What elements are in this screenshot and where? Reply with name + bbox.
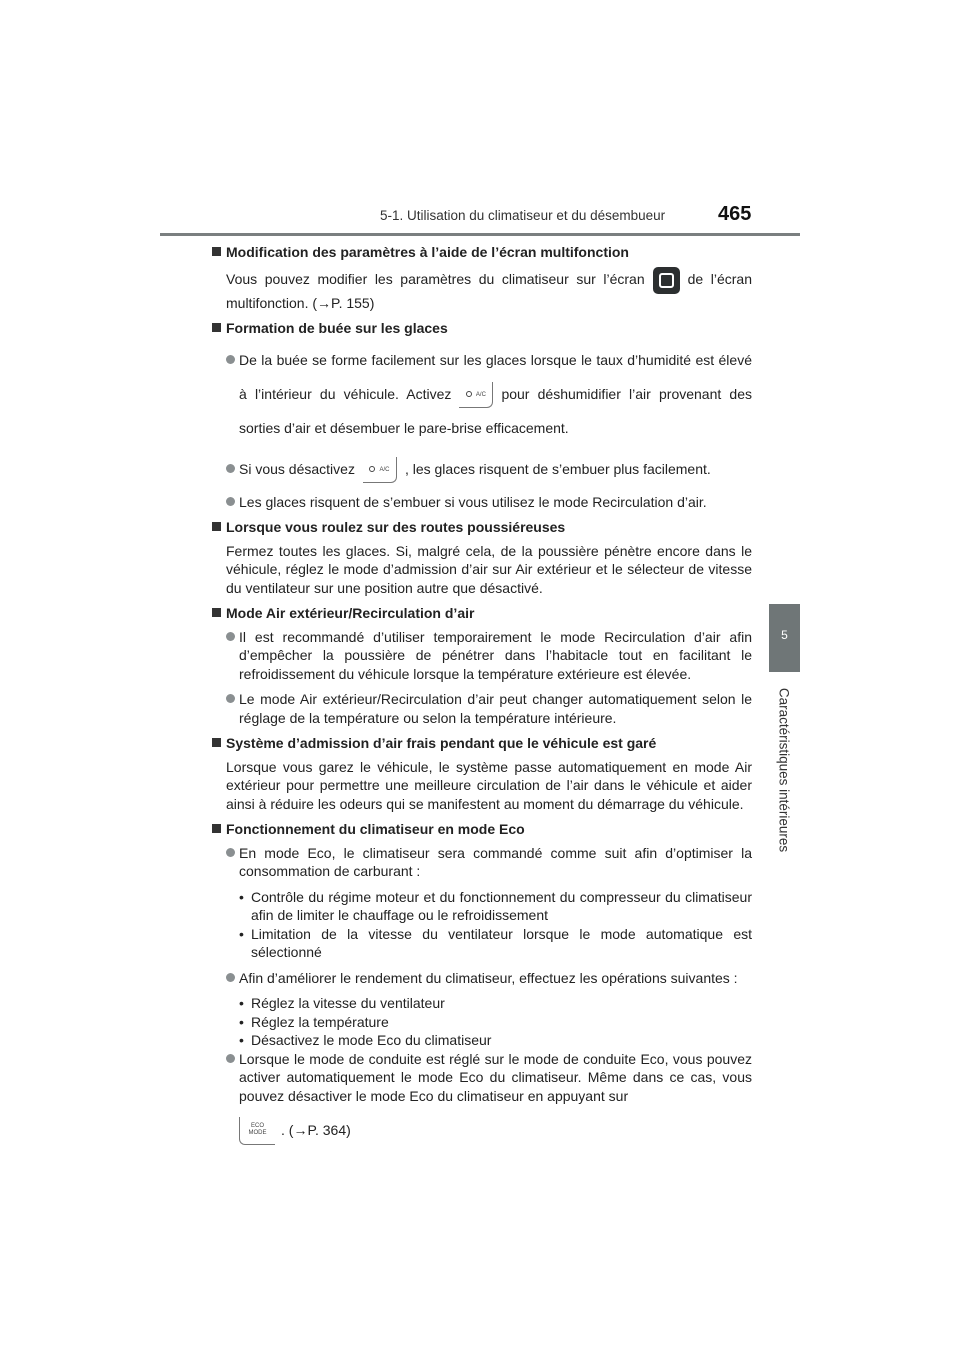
list-item: Si vous désactivez A/C , les glaces risquent de s’embuer plus facilement. bbox=[226, 452, 752, 486]
ac-button-icon: A/C bbox=[363, 457, 397, 483]
eco-button-line: ECO MODE . (→P. 364) bbox=[239, 1113, 752, 1147]
sub-list-item: • Réglez la température bbox=[239, 1013, 389, 1030]
ac-button-icon: A/C bbox=[459, 382, 493, 408]
square-bullet-icon bbox=[212, 323, 221, 332]
square-bullet-icon bbox=[212, 247, 221, 256]
section-heading: Lorsque vous roulez sur des routes poussiéreuses bbox=[212, 518, 752, 537]
paragraph: Lorsque vous garez le véhicule, le système passe automatiquement en mode Air extérieur pour permettre une meilleure circulation de l’air dans le véhicule et aider ainsi à réduire les odeurs qui se manifestent au moment du démarrage du véhicule. bbox=[226, 758, 752, 812]
sub-list-item: • Désactivez le mode Eco du climatiseur bbox=[239, 1032, 492, 1048]
list-item: Afin d’améliorer le rendement du climatiseur, effectuez les opérations suivantes : bbox=[226, 969, 752, 988]
round-bullet-icon bbox=[226, 1054, 235, 1063]
page-number: 465 bbox=[718, 203, 752, 225]
round-bullet-icon bbox=[226, 632, 235, 641]
round-bullet-icon bbox=[226, 355, 235, 364]
climate-screen-icon bbox=[653, 267, 680, 294]
list-item: Le mode Air extérieur/Recirculation d’air peut changer automatiquement selon le réglage de la température ou selon la température intérieure. bbox=[226, 690, 752, 727]
sub-list-item: • Contrôle du régime moteur et du fonctionnement du compresseur du climatiseur afin de limiter le chauffage ou le refroidissement bbox=[239, 888, 752, 923]
round-bullet-icon bbox=[226, 694, 235, 703]
round-bullet-icon bbox=[226, 497, 235, 506]
section-heading: Fonctionnement du climatiseur en mode Eco bbox=[212, 820, 752, 839]
sub-list-item: • Limitation de la vitesse du ventilateur lorsque le mode automatique est sélectionné bbox=[239, 925, 752, 960]
list-item: Lorsque le mode de conduite est réglé sur le mode de conduite Eco, vous pouvez activer automatiquement le mode Eco du climatiseur. Même dans ce cas, vous pouvez désactiver le mode Eco du climatiseur en appuyant sur bbox=[226, 1050, 752, 1106]
round-bullet-icon bbox=[226, 464, 235, 473]
square-bullet-icon bbox=[212, 522, 221, 531]
sub-list-item: • Réglez la vitesse du ventilateur bbox=[239, 995, 445, 1011]
list-item: De la buée se forme facilement sur les glaces lorsque le taux d’humidité est élevé à l’intérieur du véhicule. Activez A/C pour déshumidifier l’air provenant des sorties d’air et désembuer le pare-brise efficacement. bbox=[226, 343, 752, 445]
eco-button-icon: ECO MODE bbox=[239, 1117, 275, 1145]
chapter-label: Caractéristiques intérieures bbox=[776, 687, 792, 853]
section-heading: Formation de buée sur les glaces bbox=[212, 319, 752, 338]
list-item: Il est recommandé d’utiliser temporairement le mode Recirculation d’air afin d’empêcher la poussière de pénétrer dans l’habitacle tout en facilitant le refroidissement du véhicule lorsque la température extérieure est élevée. bbox=[226, 628, 752, 684]
chapter-number: 5 bbox=[781, 628, 788, 642]
paragraph: Vous pouvez modifier les paramètres du climatiseur sur l’écran de l’écran multifonction. (→P. 155) bbox=[226, 267, 752, 313]
page-content bbox=[212, 243, 752, 1147]
square-bullet-icon bbox=[212, 738, 221, 747]
square-bullet-icon bbox=[212, 824, 221, 833]
round-bullet-icon bbox=[226, 848, 235, 857]
square-bullet-icon bbox=[212, 608, 221, 617]
list-item: Les glaces risquent de s’embuer si vous utilisez le mode Recirculation d’air. bbox=[226, 493, 752, 512]
list-item: En mode Eco, le climatiseur sera commandé comme suit afin d’optimiser la consommation de carburant : bbox=[226, 844, 752, 881]
section-heading: Système d’admission d’air frais pendant que le véhicule est garé bbox=[212, 734, 752, 753]
paragraph: Fermez toutes les glaces. Si, malgré cela, de la poussière pénètre encore dans le véhicule, réglez le mode d’admission d’air sur Air extérieur et le sélecteur de vitesse du ventilateur sur une position autre que désactivé. bbox=[226, 542, 752, 596]
round-bullet-icon bbox=[226, 973, 235, 982]
header-rule bbox=[160, 233, 800, 236]
section-heading: Modification des paramètres à l’aide de l’écran multifonction bbox=[212, 243, 752, 262]
section-title: 5-1. Utilisation du climatiseur et du désembueur bbox=[380, 208, 666, 223]
section-heading: Mode Air extérieur/Recirculation d’air bbox=[212, 604, 752, 623]
